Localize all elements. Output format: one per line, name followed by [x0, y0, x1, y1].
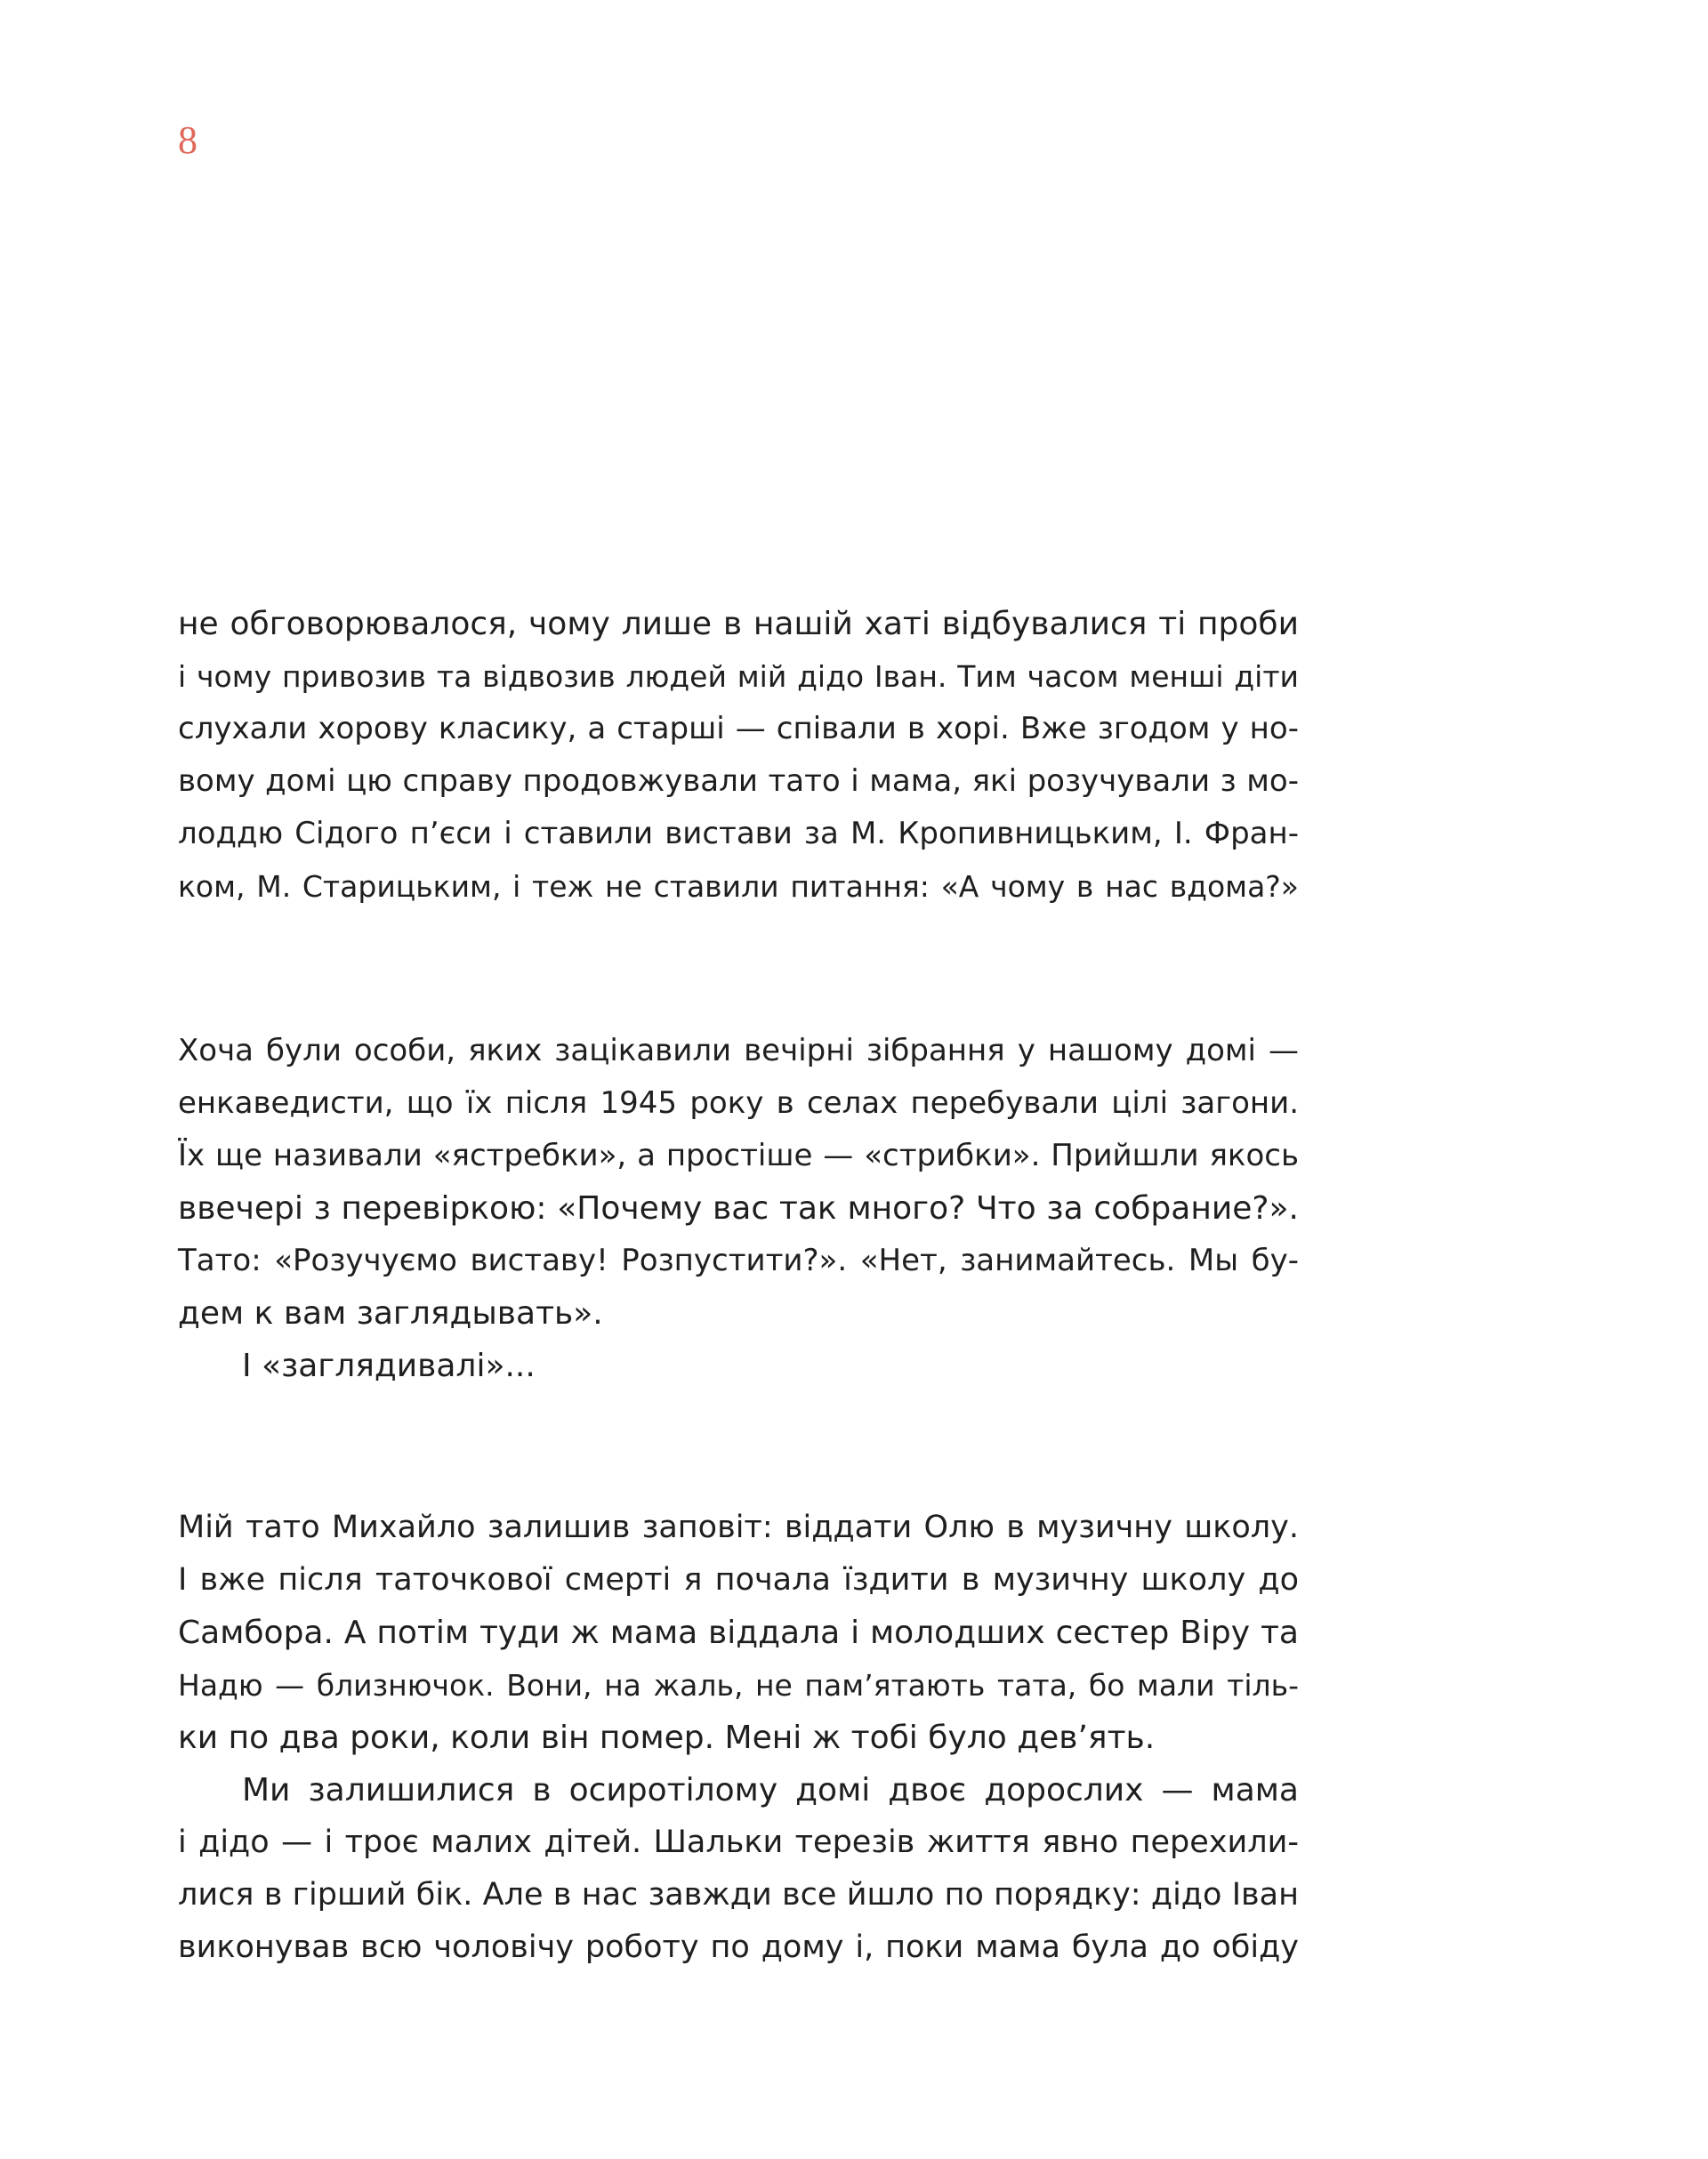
paragraph-1 [178, 598, 1299, 913]
text-line: лоддю Сідого п’єси і ставили вистави за М. Кропивницьким, І. Фран- [178, 816, 1299, 851]
text-line: Самбора. А потім туди ж мама віддала і молодших сестер Віру та [178, 1615, 1299, 1651]
text-line: і чому привозив та відвозив людей мій дідо Іван. Тим часом менші діти [178, 659, 1299, 694]
text-line: І «заглядивалі»... [242, 1348, 536, 1384]
text-line: ввечері з перевіркою: «Почему вас так много? Что за собрание?». [178, 1190, 1299, 1227]
text-line: Тато: «Розучуємо виставу! Розпустити?». «Нет, занимайтесь. Мы бу- [178, 1243, 1299, 1278]
paragraph-2 [178, 1025, 1299, 1392]
text-line: і дідо — і троє малих дітей. Шальки терезів життя явно перехили- [178, 1825, 1299, 1860]
text-line: Ми залишилися в осиротілому домі двоє дорослих — мама [242, 1772, 1299, 1809]
text-line: дем к вам заглядывать». [178, 1295, 603, 1332]
text-line: Мій тато Михайло залишив заповіт: віддати Олю в музичну школу. [178, 1510, 1299, 1545]
text-line: І вже після таточкової смерті я почала їздити в музичну школу до [178, 1562, 1299, 1598]
text-line: ком, М. Старицьким, і теж не ставили питання: «А чому в нас вдома?» [178, 869, 1299, 904]
text-line: Хоча були особи, яких зацікавили вечірні зібрання у нашому домі — [178, 1033, 1299, 1068]
text-line: слухали хорову класику, а старші — співали в хорі. Вже згодом у но- [178, 711, 1299, 746]
text-line: лися в гірший бік. Але в нас завжди все йшло по порядку: дідо Іван [178, 1877, 1299, 1913]
text-line: ки по два роки, коли він помер. Мені ж тобі було дев’ять. [178, 1720, 1156, 1756]
text-line: виконував всю чоловічу роботу по дому і, поки мама була до обіду [178, 1929, 1299, 1965]
text-line: не обговорювалося, чому лише в нашій хаті відбувалися ті проби [178, 606, 1299, 642]
text-line: енкаведисти, що їх після 1945 року в селах перебували цілі загони. [178, 1085, 1299, 1121]
text-line: вому домі цю справу продовжували тато і мама, які розучували з мо- [178, 763, 1299, 799]
paragraph-3 [178, 1502, 1299, 1974]
text-line: Їх ще називали «ястребки», а простіше — «стрибки». Прийшли якось [178, 1138, 1299, 1173]
text-line: Надю — близнючок. Вони, на жаль, не пам’ятають тата, бо мали тіль- [178, 1668, 1299, 1703]
page-number: 8 [178, 118, 197, 162]
